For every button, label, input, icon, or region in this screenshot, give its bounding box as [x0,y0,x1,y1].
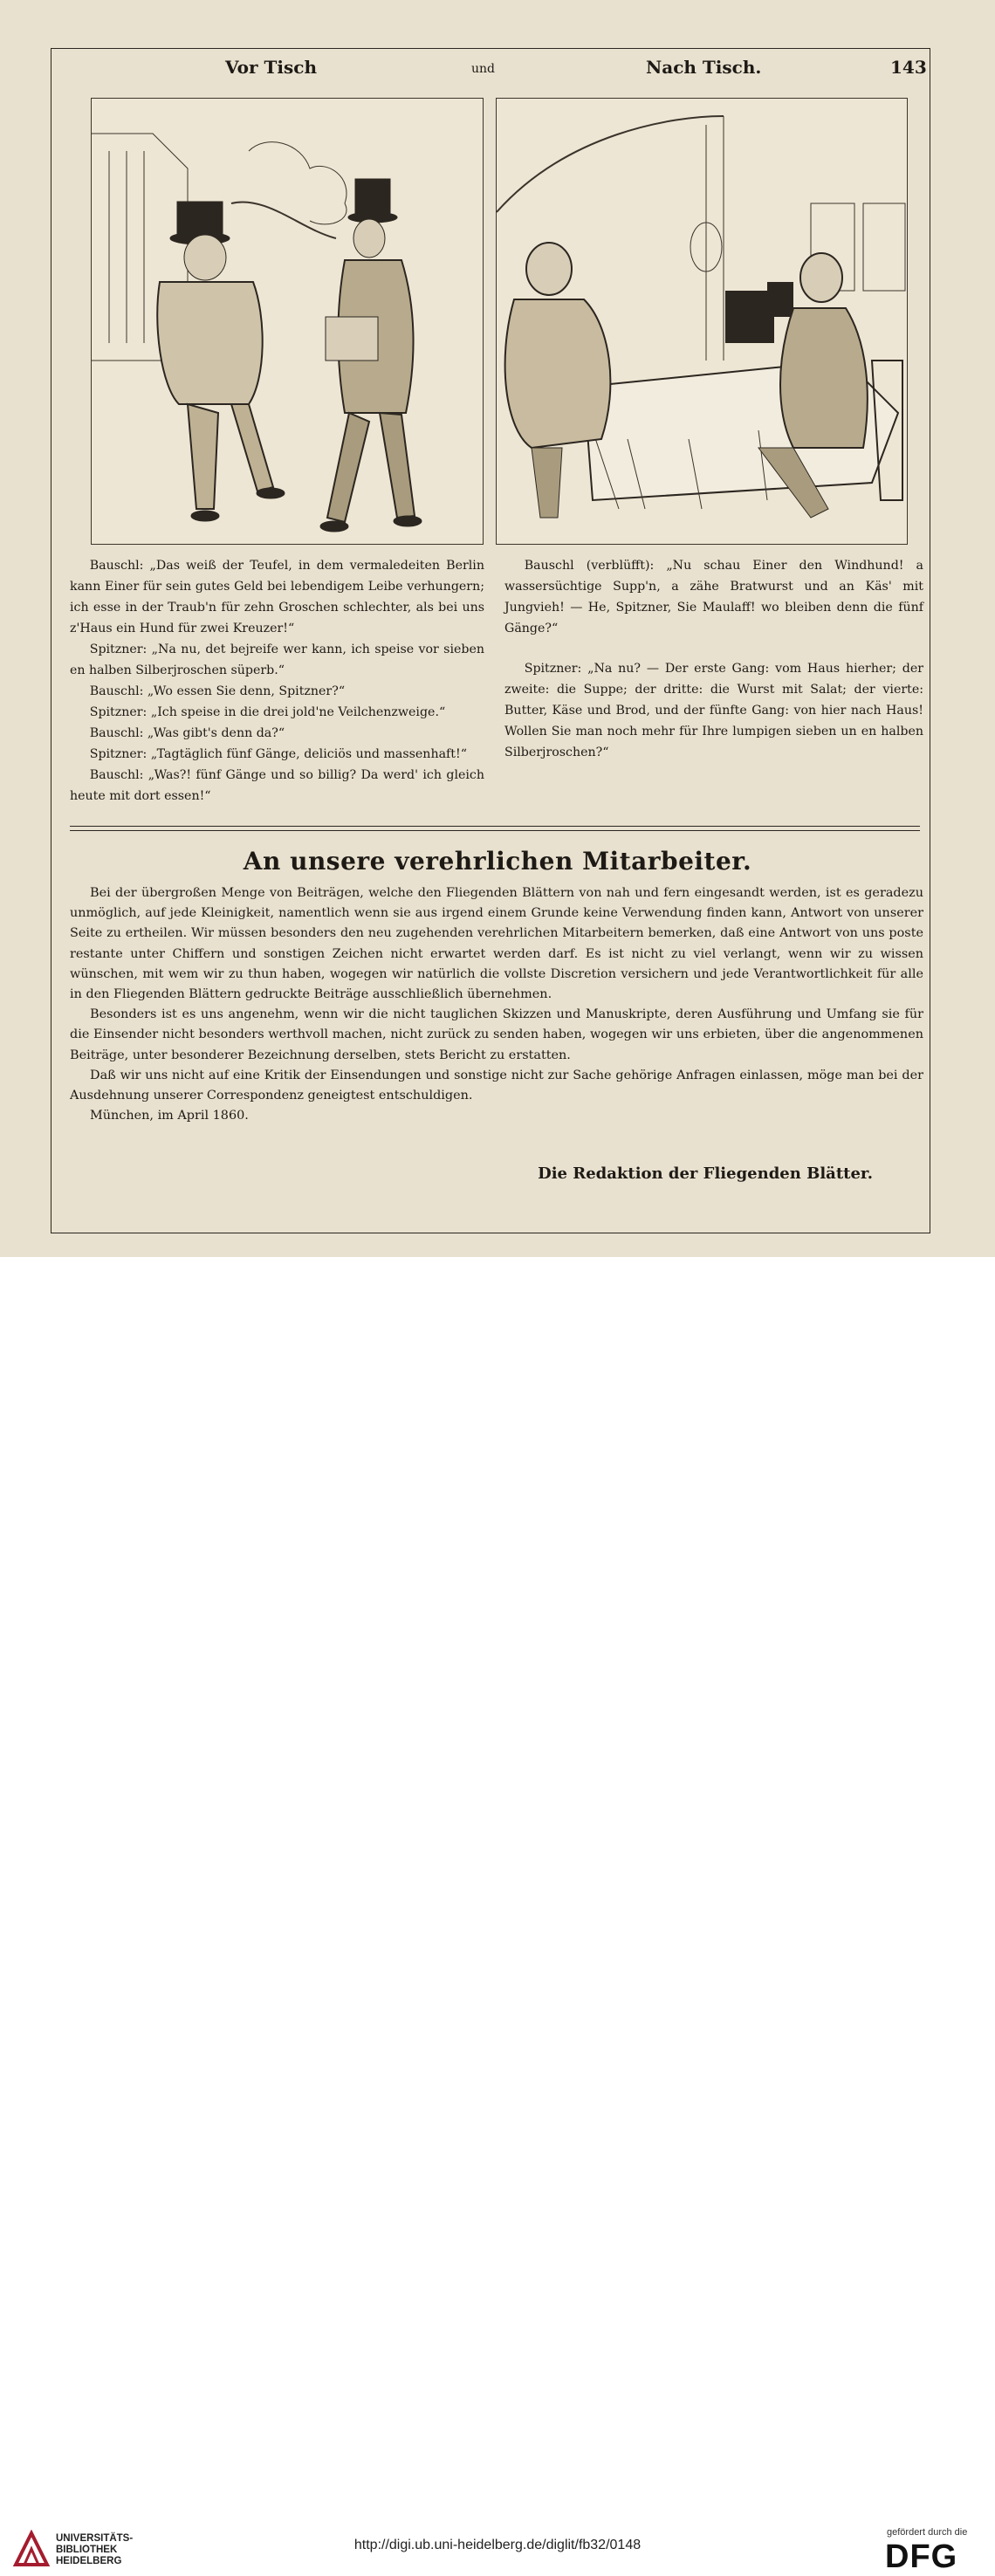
header-right: Nach Tisch. [646,57,762,78]
caption-left-line: Spitzner: „Na nu, det bejreife wer kann, ich speise vor sieben en halben Silberjroschen süperb.“ [70,642,484,677]
caption-right [504,555,923,763]
library-name-line: HEIDELBERG [56,2556,122,2566]
signature: Die Redaktion der Fliegenden Blätter. [538,1164,873,1183]
caption-left-line: Spitzner: „Tagtäglich fünf Gänge, deliciös und massenhaft!“ [89,747,467,761]
notice-paragraph: Daß wir uns nicht auf eine Kritik der Einsendungen und sonstige nicht zur Sache gehörige Anfragen einlassen, möge man bei der Ausdehnung unserer Correspondenz geneigtest entschuldigen. [70,1068,923,1103]
header-left: Vor Tisch [225,57,317,78]
dfg-logo: DFG [885,2538,958,2575]
library-name-line: BIBLIOTHEK [56,2545,118,2555]
illustration-vor-tisch [91,98,484,545]
divider-rule [70,830,920,831]
caption-left-line: Bauschl: „Was?! fünf Gänge und so billig? Da werd' ich gleich heute mit dort essen!“ [70,768,484,803]
caption-left-line: Bauschl: „Was gibt's denn da?“ [89,726,285,740]
illustration-nach-tisch [496,98,908,545]
caption-left-line: Spitzner: „Ich speise in die drei jold'ne Veilchenzweige.“ [89,705,446,719]
scanned-page [0,0,995,1257]
page-number: 143 [890,57,927,78]
notice-body [70,883,923,1126]
digitization-footer [0,1257,995,2575]
permalink-url[interactable]: http://digi.ub.uni-heidelberg.de/diglit/fb32/0148 [353,2538,642,2552]
notice-title: An unsere verehrlichen Mitarbeiter. [243,847,752,876]
notice-paragraph: Bei der übergroßen Menge von Beiträgen, welche den Fliegenden Blättern von nah und fern eingesandt werden, ist es geradezu unmöglich, auf jede Kleinigkeit, namentlich wenn sie aus irgend einem Grunde keine Verwendung finden kann, Antwort von unserer Seite zu ertheilen. Wir müssen besonders den neu zugehenden verehrlichen Mitarbeitern bemerken, daß eine Antwort von uns poste restante unter Chiffern und sonstigen Zeichen nicht erwartet werden darf. Es ist nicht zu viel verlangt, wenn wir zu wissen wünschen, mit wem wir zu thun haben, wogegen wir natürlich die vollste Discretion versichern und jede Verantwortlichkeit für alle in den Fliegenden Blättern gedruckte Beiträge ausschließlich übernehmen. [70,886,923,1002]
notice-paragraph: Besonders ist es uns angenehm, wenn wir die nicht tauglichen Skizzen und Manuskripte, deren Ausführung und Umfang sie für die Einsender nicht besonders werthvoll machen, nicht zurück zu senden haben, wogegen wir uns erbieten, über die angenommenen Beiträge, unter besonderer Bezeichnung derselben, stets Bericht zu erstatten. [70,1007,923,1062]
illustration-vor-tisch-drawing [92,99,483,544]
caption-left-line: Bauschl: „Das weiß der Teufel, in dem vermaledeiten Berlin kann Einer für sein gutes Geld bei lebendigem Leibe verhungern; ich esse in der Traub'n für zehn Groschen schlechter, als bei uns z'Haus ein Hund für zwei Kreuzer!“ [70,559,484,635]
illustration-nach-tisch-drawing [497,99,907,544]
caption-right-line: Bauschl (verblüfft): „Nu schau Einer den Windhund! a wassersüchtige Supp'n, a zähe Bratwurst und an Käs' mit Jungvieh! — He, Spitzner, Sie Maulaff! wo bleiben denn die fünf Gänge?“ [504,559,923,635]
header-middle: und [471,62,495,76]
divider-rule [70,826,920,827]
notice-place-date: München, im April 1860. [90,1109,249,1123]
caption-left-line: Bauschl: „Wo essen Sie denn, Spitzner?“ [89,684,346,698]
library-name-line: UNIVERSITÄTS- [56,2533,134,2544]
caption-right-line: Spitzner: „Na nu? — Der erste Gang: vom Haus hierher; der zweite: die Suppe; der dritte: die Wurst mit Salat; der vierte: Butter, Käse und Brod, und der fünfte Gang: von hier nach Haus! Wollen Sie man noch mehr für Ihre lumpigen sieben un en halben Silberjroschen?“ [504,662,923,759]
caption-left [70,555,484,807]
funded-by-label: gefördert durch die [887,2527,968,2538]
